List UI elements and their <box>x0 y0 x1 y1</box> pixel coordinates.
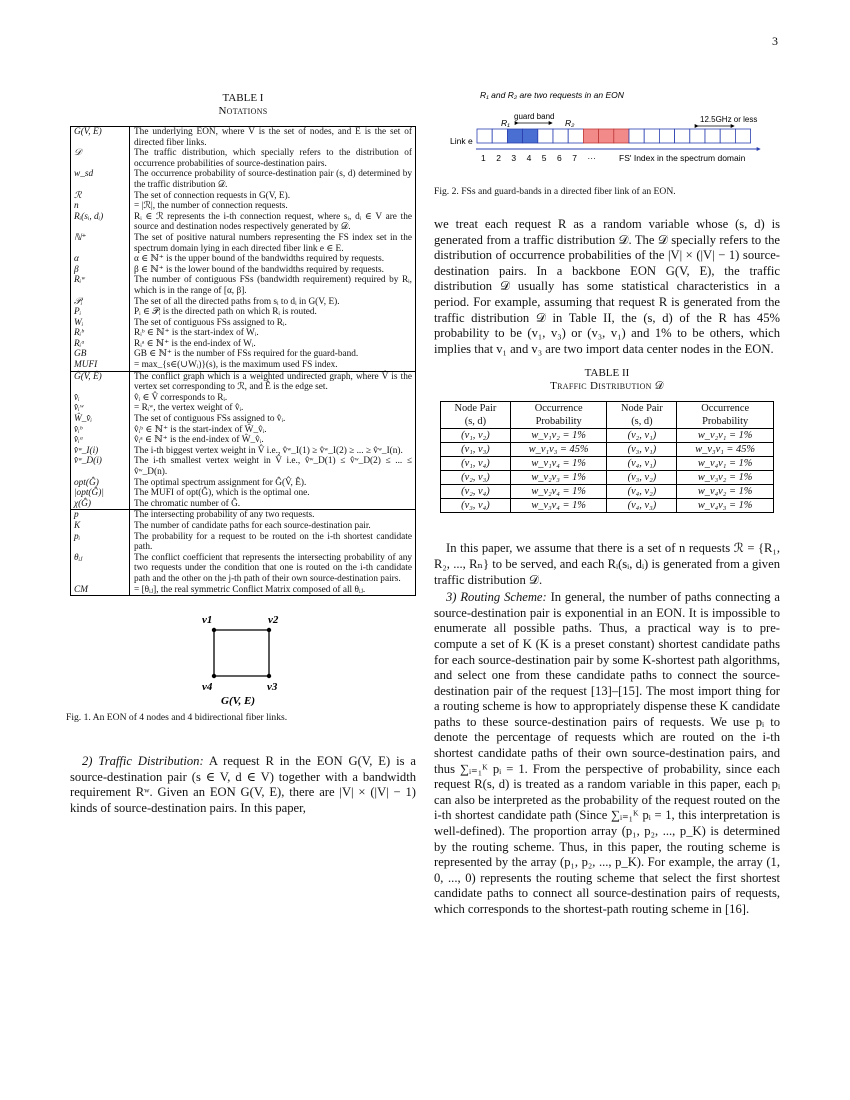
traffic-cell: (v₃, v₄) <box>441 499 511 513</box>
notation-row <box>71 191 415 202</box>
traffic-header-line: Probability <box>702 416 749 428</box>
fig2-bandwidth: 12.5GHz or less <box>700 115 758 124</box>
traffic-row <box>441 443 774 457</box>
notation-row <box>71 349 415 360</box>
notation-description: The conflict graph which is a weighted undirected graph, where V̂ is the vertex set corresponding to ℛ, and Ê is the edge set. <box>130 371 416 393</box>
notation-row <box>71 148 415 169</box>
notation-description: The occurrence probability of source-destination pair (s, d) determined by the traffic distribution 𝒟. <box>134 169 412 190</box>
fs-cell <box>538 129 553 143</box>
notation-description: = max_{s∈(∪Wᵢ)}(s), is the maximum used FS index. <box>134 360 338 371</box>
label-v2: v2 <box>268 614 279 627</box>
notation-row <box>71 371 415 393</box>
notation-description: GB ∈ ℕ⁺ is the number of FSs required for the guard-band. <box>134 349 359 360</box>
traffic-row <box>441 499 774 513</box>
traffic-cell: w_v₂v₃ = 1% <box>510 471 607 485</box>
notation-symbol: Rᵢᵃ <box>71 339 130 350</box>
notation-row <box>71 127 415 148</box>
notation-row <box>71 254 415 265</box>
fs-cell <box>659 129 674 143</box>
traffic-distribution-heading: 2) Traffic Distribution: <box>82 754 204 769</box>
notation-symbol: β <box>71 265 130 276</box>
fig2-title: R₁ and R₂ are two requests in an EON <box>480 90 624 100</box>
notation-description: The MUFI of opt(Ĝ), which is the optimal one. <box>134 488 310 499</box>
notation-row <box>71 339 415 350</box>
traffic-header-line: Occurrence <box>701 403 750 415</box>
notation-symbol: v̂ʷ_D(i) <box>71 456 130 477</box>
right-body-1 <box>434 217 780 357</box>
notation-row <box>71 328 415 339</box>
notation-row <box>71 521 415 532</box>
fs-cell <box>523 129 538 143</box>
fig2-r1: R₁ <box>501 118 510 128</box>
traffic-cell: w_v₃v₂ = 1% <box>677 471 774 485</box>
traffic-row <box>441 471 774 485</box>
left-column <box>66 92 416 817</box>
traffic-header-line: (s, d) <box>631 416 653 428</box>
notation-description: The probability for a request to be routed on the i-th shortest candidate path. <box>134 531 412 553</box>
notation-symbol: CM <box>71 585 130 596</box>
traffic-header-line: Node Pair <box>620 403 663 415</box>
notation-description: The set of contiguous FSs assigned to v̂ᵢ. <box>134 414 286 425</box>
right-column <box>434 86 780 918</box>
notation-description: v̂ᵢᵇ ∈ ℕ⁺ is the start-index of Ŵ_v̂ᵢ. <box>134 424 267 435</box>
fig1-caption: Fig. 1. An EON of 4 nodes and 4 bidirectional fiber links. <box>66 712 288 724</box>
notation-symbol: v̂ᵢᵃ <box>71 435 130 446</box>
notation-description: Pᵢ ∈ 𝒫ᵢ is the directed path on which Rᵢ is routed. <box>134 307 317 318</box>
notation-symbol: 𝒫ᵢ <box>71 297 130 308</box>
notation-description: = |ℛ|, the number of connection requests. <box>134 201 288 212</box>
traffic-header-cell <box>607 402 677 429</box>
traffic-cell: w_v₁v₂ = 1% <box>510 429 607 443</box>
node-v4 <box>212 674 216 678</box>
label-v1: v1 <box>202 614 213 627</box>
fs-cells <box>477 129 751 143</box>
fig1-nodes <box>212 628 271 678</box>
table1-caption <box>70 92 416 118</box>
traffic-row <box>441 485 774 499</box>
notation-description: The intersecting probability of any two requests. <box>130 510 416 521</box>
notation-description: The i-th biggest vertex weight in V̂ i.e., v̂ʷ_I(1) ≥ v̂ʷ_I(2) ≥ ... ≥ v̂ʷ_I(n). <box>134 445 403 456</box>
traffic-cell: w_v₄v₁ = 1% <box>677 457 774 471</box>
traffic-table-wrap <box>440 401 774 513</box>
notation-description: The optimal spectrum assignment for Ĝ(V̂, Ê). <box>134 477 307 488</box>
traffic-cell: w_v₂v₁ = 1% <box>677 429 774 443</box>
page-number: 3 <box>772 34 778 48</box>
traffic-cell: (v₃, v₁) <box>607 443 677 457</box>
notation-description: The number of contiguous FSs (bandwidth requirement) required by Rᵢ, which is in the range of [α, β]. <box>134 275 412 296</box>
table2-title: Traffic Distribution 𝒟 <box>550 380 664 393</box>
traffic-header-line: (s, d) <box>464 416 487 428</box>
traffic-cell: w_v₄v₂ = 1% <box>677 485 774 499</box>
traffic-cell: w_v₃v₁ = 45% <box>677 443 774 457</box>
label-v3: v3 <box>267 681 278 694</box>
notation-symbol: Wᵢ <box>71 318 130 329</box>
notation-symbol: Rᵢᵇ <box>71 328 130 339</box>
notation-symbol: Ĝ(V̂, Ê) <box>71 371 130 393</box>
fs-indices <box>481 153 596 163</box>
node-v1 <box>212 628 216 632</box>
notation-description: The set of positive natural numbers representing the FS index set in the spectrum domain lying in each directed fiber link e ∈ E. <box>134 232 412 254</box>
fs-cell <box>690 129 705 143</box>
notation-row <box>71 414 415 425</box>
fs-index-label: 7 <box>572 153 577 163</box>
traffic-header-cell <box>510 402 607 429</box>
notation-symbol: p <box>71 510 130 521</box>
notation-row <box>71 318 415 329</box>
notations-grid <box>71 127 415 595</box>
notation-row <box>71 446 415 457</box>
notation-row <box>71 360 415 371</box>
notation-description: v̂ᵢ ∈ V̂ corresponds to Rᵢ. <box>134 392 228 403</box>
fs-index-label: 3 <box>511 153 517 163</box>
notation-row <box>71 393 415 404</box>
link-label: Link e <box>450 136 473 146</box>
notation-row <box>71 532 415 553</box>
notation-symbol: v̂ᵢʷ <box>71 403 130 414</box>
table1-title: Notations <box>218 105 268 117</box>
notation-row <box>71 201 415 212</box>
fig1 <box>70 606 416 706</box>
traffic-row <box>441 457 774 471</box>
notation-row <box>71 307 415 318</box>
fs-cell <box>553 129 568 143</box>
fig2-r2: R₂ <box>565 118 575 128</box>
notation-symbol: ℕ⁺ <box>71 233 130 254</box>
routing-scheme-heading: 3) Routing Scheme: <box>446 590 547 605</box>
notation-symbol: χ(Ĝ) <box>71 499 130 510</box>
notation-description: The set of connection requests in G(V, E). <box>134 190 291 201</box>
notation-row <box>71 510 415 521</box>
notation-row <box>71 403 415 414</box>
fs-cell <box>614 129 629 143</box>
notation-symbol: 𝒟 <box>71 148 130 169</box>
notation-symbol: n <box>71 201 130 212</box>
notation-description: The chromatic number of Ĝ. <box>134 498 241 509</box>
fs-cell <box>720 129 735 143</box>
traffic-header-cell <box>441 402 511 429</box>
notation-row <box>71 456 415 477</box>
traffic-cell: (v₂, v₄) <box>441 485 511 499</box>
fs-cell <box>477 129 492 143</box>
traffic-cell: w_v₁v₃ = 45% <box>510 443 607 457</box>
notation-symbol: |opt(Ĝ)| <box>71 488 130 499</box>
traffic-cell: w_v₃v₄ = 1% <box>510 499 607 513</box>
notation-symbol: GB <box>71 349 130 360</box>
right-paragraph-2: In this paper, we assume that there is a set of n requests ℛ = {R₁, R₂, ..., Rₙ} to be served, and each Rᵢ(sᵢ, dᵢ) is generated from a given traffic distribution 𝒟. <box>434 541 780 587</box>
right-paragraph-3 <box>434 590 780 917</box>
traffic-header-line: Probability <box>535 416 582 428</box>
notations-table <box>70 126 416 596</box>
table2-caption <box>434 367 780 393</box>
notation-symbol: v̂ᵢᵇ <box>71 425 130 436</box>
notation-row <box>71 265 415 276</box>
notation-description: Rᵢ ∈ ℛ represents the i-th connection request, where sᵢ, dᵢ ∈ V are the source and destination nodes respectively generated by 𝒟. <box>134 211 412 233</box>
notation-symbol: MUFI <box>71 360 130 371</box>
traffic-distribution-text: A request R in the EON G(V, E) is a source-destination pair (s ∈ V, d ∈ V) together with a bandwidth requirement Rʷ. Given an EON G(V, E), there are |V| × (|V| − 1) kinds of source-destination pairs. In this paper, <box>70 754 416 815</box>
notation-row <box>71 169 415 190</box>
notation-description: Rᵢᵃ ∈ ℕ⁺ is the end-index of Wᵢ. <box>134 338 256 349</box>
traffic-header-cell <box>677 402 774 429</box>
notation-row <box>71 435 415 446</box>
fig2 <box>434 86 780 186</box>
notation-row <box>71 553 415 585</box>
traffic-cell: (v₄, v₂) <box>607 485 677 499</box>
notation-symbol: α <box>71 254 130 265</box>
traffic-cell: w_v₄v₃ = 1% <box>677 499 774 513</box>
fs-index-label: 5 <box>541 153 547 163</box>
fs-index-label: ··· <box>587 153 596 163</box>
fs-cell <box>599 129 614 143</box>
notation-description: The number of candidate paths for each source-destination pair. <box>134 520 371 531</box>
fs-cell <box>644 129 659 143</box>
traffic-cell: (v₃, v₂) <box>607 471 677 485</box>
table1-label: TABLE I <box>222 92 264 104</box>
notation-description: The set of all the directed paths from sᵢ to dᵢ in G(V, E). <box>134 296 340 307</box>
traffic-cell: w_v₂v₄ = 1% <box>510 485 607 499</box>
notation-symbol: Ŵ_v̂ᵢ <box>71 414 130 425</box>
routing-scheme-text: In general, the number of paths connecting a source-destination pair is exponential in an EON. It is impossible to enumerate all possible paths. Thus, a practical way is to pre-compute a set of K (K is a preset constant) shortest candidate paths for each source-destination pair by some K-shortest path algorithms, and select one from these candidate paths to connect the source-destination pair of the request [13]–[15]. The most import thing for a routing scheme is how to appropriately dispense these K candidate paths to these source-destination pairs of requests. We use pᵢ to denote the percentage of requests which are routed on the i-th shortest candidate paths of their own source-destination pairs, and thus ∑ᵢ₌₁ᴷ pᵢ = 1. From the perspective of probability, since each request R(s, d) is treated as a random variable in this paper, each pᵢ can also be interpreted as the probability of the request routed on the i-th shortest candidate path (Since ∑ᵢ₌₁ᴷ pᵢ = 1, this interpretation is well-defined). The proportion array (p₁, p₂, ..., p_K) is determined by the routing scheme. Thus, in this paper, the routing scheme is represented by the array (p₁, p₂, ..., p_K). For example, the array (1, 0, ..., 0) represents the routing scheme that select the first shortest candidate paths to connect all source-destination pairs of requests, which corresponds to the shortest-path routing scheme in [16]. <box>434 590 780 916</box>
notation-description: = Rᵢʷ, the vertex weight of v̂ᵢ. <box>134 403 244 414</box>
traffic-cell: (v₂, v₃) <box>441 471 511 485</box>
fs-cell <box>507 129 522 143</box>
node-v2 <box>267 628 271 632</box>
axis-label: FS' Index in the spectrum domain <box>619 153 746 163</box>
label-v4: v4 <box>202 681 213 694</box>
notation-description: v̂ᵢᵃ ∈ ℕ⁺ is the end-index of Ŵ_v̂ᵢ. <box>134 435 264 446</box>
fig1-edges <box>214 630 269 676</box>
traffic-header-line: Node Pair <box>454 403 497 415</box>
notation-symbol: v̂ʷ_I(i) <box>71 446 130 457</box>
notation-description: α ∈ ℕ⁺ is the upper bound of the bandwidths required by requests. <box>134 254 385 265</box>
traffic-row <box>441 429 774 443</box>
notation-description: β ∈ ℕ⁺ is the lower bound of the bandwidths required by requests. <box>134 264 384 275</box>
notation-description: The underlying EON, where V is the set of nodes, and E is the set of directed fiber links. <box>134 127 412 148</box>
fs-cell <box>629 129 644 143</box>
left-body <box>70 754 416 816</box>
notation-row <box>71 297 415 308</box>
notation-symbol: Rᵢ(sᵢ, dᵢ) <box>71 212 130 233</box>
notation-row <box>71 212 415 233</box>
notation-symbol: K <box>71 521 130 532</box>
table2-label: TABLE II <box>584 367 630 380</box>
fs-cell <box>492 129 507 143</box>
fs-cell <box>568 129 583 143</box>
notation-description: The set of contiguous FSs assigned to Rᵢ. <box>134 317 287 328</box>
right-paragraph-1: we treat each request R as a random variable whose (s, d) is generated from a traffic distribution 𝒟. The 𝒟 specially refers to the distribution of occurrence probabilities of the |V| × (|V| − 1) source-destination pairs. In a backbone EON G(V, E), the traffic distribution 𝒟 usually has some statistical characteristics in a period. For example, assuming that request R is generated from the traffic distribution 𝒟 in Table II, the (s, d) of the R has 45% probability to be (v₁, v₃) or (v₃, v₁) and 1% to be others, which implies that v₁ and v₃ are two import data center nodes in the EON. <box>434 217 780 356</box>
notation-symbol: Rᵢʷ <box>71 275 130 296</box>
traffic-header-line: Occurrence <box>534 403 583 415</box>
traffic-cell: w_v₁v₄ = 1% <box>510 457 607 471</box>
notation-description: The i-th smallest vertex weight in V̂ i.e., v̂ʷ_D(1) ≤ v̂ʷ_D(2) ≤ ... ≤ v̂ʷ_D(n). <box>134 456 412 477</box>
right-body-2 <box>434 541 780 917</box>
node-v3 <box>267 674 271 678</box>
notation-symbol: Pᵢ <box>71 307 130 318</box>
fs-index-label: 2 <box>496 153 501 163</box>
notation-row <box>71 478 415 489</box>
traffic-header-row <box>441 402 774 429</box>
notation-row <box>71 275 415 296</box>
notation-row <box>71 425 415 436</box>
fs-index-label: 4 <box>526 153 532 163</box>
fs-index-label: 1 <box>481 153 486 163</box>
notation-row <box>71 233 415 254</box>
notation-symbol: θᵢⱼ <box>71 553 130 585</box>
traffic-cell: (v₁, v₂) <box>441 429 511 443</box>
notation-description: Rᵢᵇ ∈ ℕ⁺ is the start-index of Wᵢ. <box>134 328 259 339</box>
notation-description: The traffic distribution, which specially refers to the distribution of occurrence probabilities of source-destination pairs. <box>134 148 412 169</box>
notation-description: = [θᵢⱼ], the real symmetric Conflict Matrix composed of all θᵢⱼ. <box>134 584 366 595</box>
fs-cell <box>583 129 598 143</box>
fig1-graph-label: G(V, E) <box>221 695 256 707</box>
traffic-cell: (v₄, v₁) <box>607 457 677 471</box>
notation-row <box>71 585 415 596</box>
fs-cell <box>675 129 690 143</box>
traffic-cell: (v₂, v₁) <box>607 429 677 443</box>
traffic-table <box>440 401 774 513</box>
fig2-caption: Fig. 2. FSs and guard-bands in a directed fiber link of an EON. <box>434 186 676 197</box>
notation-row <box>71 488 415 499</box>
traffic-cell: (v₄, v₃) <box>607 499 677 513</box>
notation-row <box>71 499 415 510</box>
notation-symbol: ℛ <box>71 191 130 202</box>
notation-symbol: w_sd <box>71 169 130 190</box>
fs-cell <box>735 129 750 143</box>
notation-symbol: opt(Ĝ) <box>71 478 130 489</box>
fig2-guard-band: guard band <box>514 112 555 121</box>
notation-symbol: v̂ᵢ <box>71 393 130 404</box>
fig2-diagram <box>434 86 780 186</box>
fs-cell <box>705 129 720 143</box>
fs-index-label: 6 <box>557 153 562 163</box>
notation-symbol: pᵢ <box>71 532 130 553</box>
traffic-cell: (v₁, v₃) <box>441 443 511 457</box>
notation-symbol: G(V, E) <box>71 127 130 148</box>
traffic-cell: (v₁, v₄) <box>441 457 511 471</box>
fig1-graph <box>70 606 416 706</box>
notation-description: The conflict coefficient that represents the intersecting probability of any two requests under the condition that one is routed on the i-th candidate path and the other on the j-th path of their own source-destination pairs. <box>134 552 412 584</box>
